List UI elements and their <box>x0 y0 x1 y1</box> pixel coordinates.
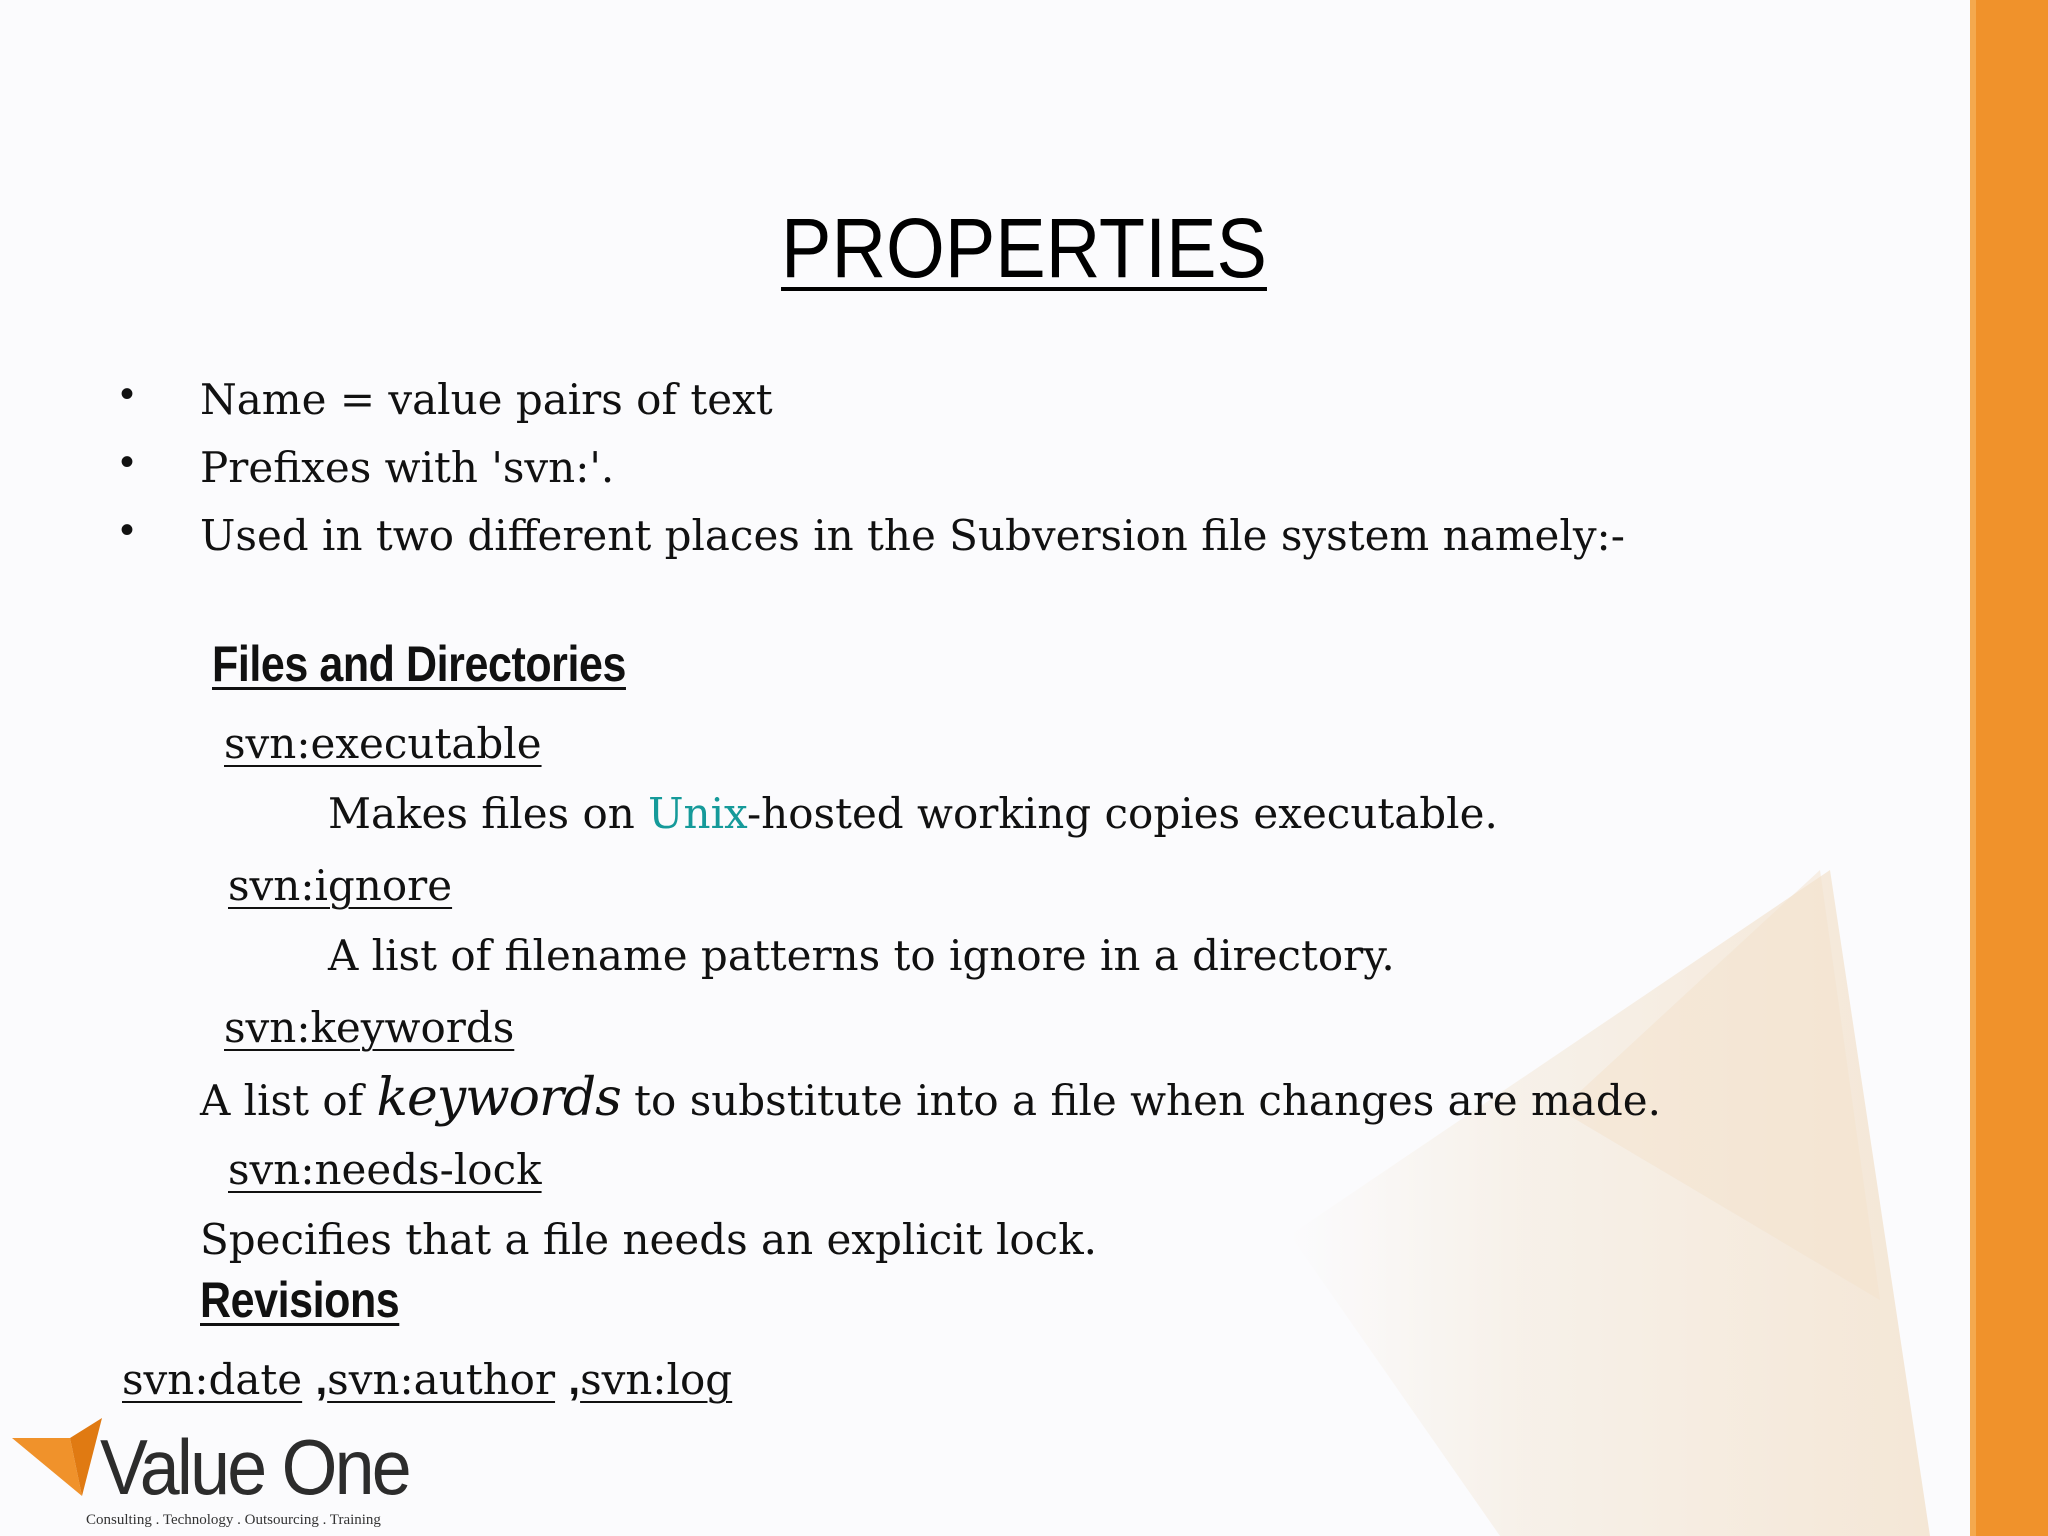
slide-title: PROPERTIES <box>781 201 1267 295</box>
heading-revisions: Revisions <box>200 1272 400 1328</box>
logo-tagline: Consulting . Technology . Outsourcing . Training <box>86 1512 381 1528</box>
keywords-desc-before: A list of <box>200 1076 377 1125</box>
bullet-dot: • <box>120 372 135 416</box>
bullet-text: Name = value pairs of text <box>200 375 773 424</box>
executable-desc-before: Makes files on <box>328 789 649 838</box>
executable-description <box>328 786 1498 842</box>
bullet-item <box>120 372 1625 440</box>
value-one-logo <box>12 1414 432 1536</box>
property-svn-ignore: svn:ignore <box>228 861 453 910</box>
logo-text: Value One <box>100 1423 409 1511</box>
heading-files-and-directories: Files and Directories <box>212 636 626 692</box>
bullet-text: Used in two different places in the Subversion file system namely:- <box>200 511 1625 560</box>
property-svn-log: svn:log <box>580 1355 733 1404</box>
revision-properties <box>122 1352 732 1408</box>
property-svn-date: svn:date <box>122 1355 303 1404</box>
unix-link[interactable]: Unix <box>648 789 747 838</box>
property-svn-author: svn:author <box>327 1355 556 1404</box>
ignore-description: A list of filename patterns to ignore in a directory. <box>328 931 1395 980</box>
needs-lock-description: Specifies that a file needs an explicit lock. <box>200 1215 1097 1264</box>
keywords-description <box>200 1070 1661 1129</box>
bullet-text: Prefixes with 'svn:'. <box>200 443 615 492</box>
keywords-italic: keywords <box>376 1068 621 1128</box>
property-svn-keywords: svn:keywords <box>224 1003 515 1052</box>
logo-mark-icon <box>12 1418 102 1508</box>
bullet-list <box>120 372 1625 576</box>
orange-accent-bar <box>1970 0 2048 1536</box>
bullet-item <box>120 508 1625 576</box>
executable-desc-after: -hosted working copies executable. <box>746 789 1498 838</box>
separator: , <box>315 1356 328 1403</box>
bullet-dot: • <box>120 508 135 552</box>
bullet-item <box>120 440 1625 508</box>
bullet-dot: • <box>120 440 135 484</box>
property-svn-needs-lock: svn:needs-lock <box>228 1145 542 1194</box>
separator: , <box>568 1356 581 1403</box>
keywords-desc-after: to substitute into a file when changes are made. <box>620 1076 1661 1125</box>
property-svn-executable: svn:executable <box>224 719 542 768</box>
